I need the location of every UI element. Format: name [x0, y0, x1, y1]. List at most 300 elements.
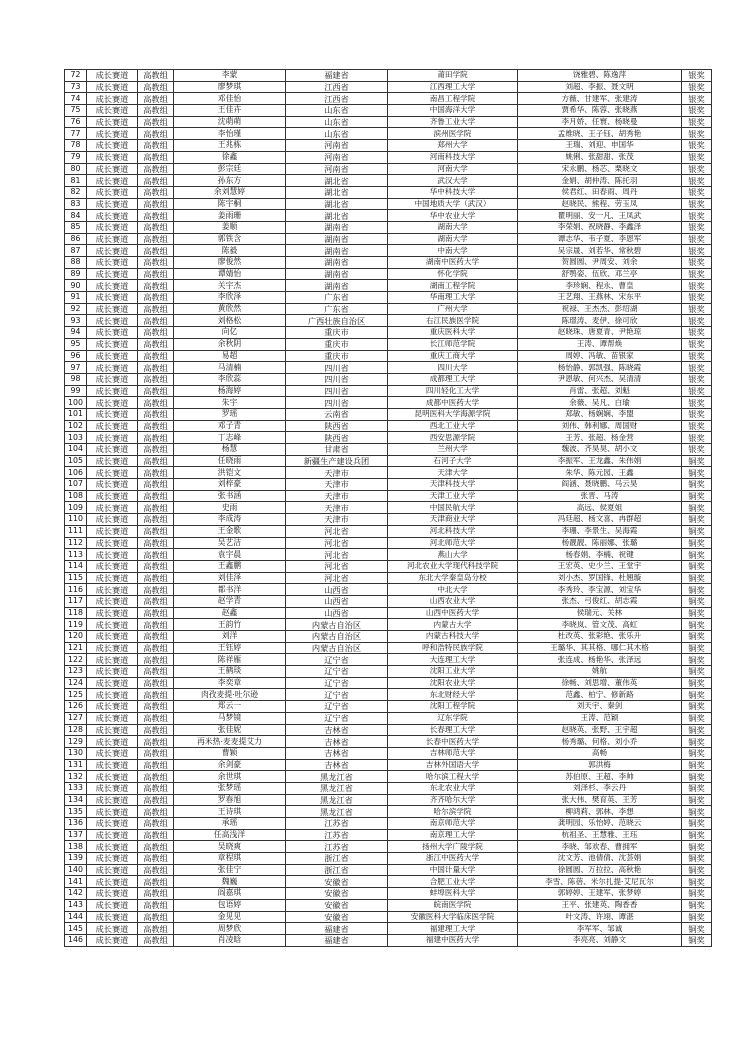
region-cell: 江苏省: [286, 818, 388, 830]
region-cell: 吉林省: [286, 724, 388, 736]
advisor-cell: 阎涵、聂晓鹏、马云昊: [518, 479, 682, 491]
region-cell: 湖北省: [286, 175, 388, 187]
row-number: 138: [65, 841, 87, 853]
table-row: [65, 864, 712, 876]
table-row: [65, 654, 712, 666]
advisor-cell: 吴宗晟、刘若华、常秋碧: [518, 245, 682, 257]
region-cell: 湖北省: [286, 186, 388, 198]
advisor-cell: 赵晓珠、唐夏青、尹艳琼: [518, 327, 682, 339]
member-cell: 史雨: [174, 502, 286, 514]
school-cell: 合肥工业大学: [388, 876, 518, 888]
track-cell: 成长赛道: [87, 479, 138, 491]
track-cell: 成长赛道: [87, 128, 138, 140]
member-cell: 廖梦琪: [174, 81, 286, 93]
row-number: 96: [65, 350, 87, 362]
member-cell: 李欣泽: [174, 292, 286, 304]
region-cell: 山东省: [286, 105, 388, 117]
region-cell: 内蒙古自治区: [286, 631, 388, 643]
table-row: [65, 455, 712, 467]
table-row: [65, 221, 712, 233]
table-row: [65, 899, 712, 911]
advisor-cell: 刘小杰、罗国锋、杜翘璇: [518, 572, 682, 584]
school-cell: 右江民族医学院: [388, 315, 518, 327]
track-cell: 成长赛道: [87, 853, 138, 865]
row-number: 107: [65, 479, 87, 491]
region-cell: 吉林省: [286, 747, 388, 759]
region-cell: 内蒙古自治区: [286, 619, 388, 631]
award-cell: 铜奖: [682, 759, 712, 771]
region-cell: 湖南省: [286, 280, 388, 292]
row-number: 88: [65, 257, 87, 269]
group-cell: 高教组: [138, 432, 174, 444]
award-cell: 银奖: [682, 303, 712, 315]
award-cell: 铜奖: [682, 806, 712, 818]
track-cell: 成长赛道: [87, 911, 138, 923]
award-table-sheet: [64, 69, 705, 947]
member-cell: 王钰婷: [174, 642, 286, 654]
award-cell: 铜奖: [682, 712, 712, 724]
award-cell: 铜奖: [682, 607, 712, 619]
school-cell: 沈阳工业大学: [388, 666, 518, 678]
table-row: [65, 128, 712, 140]
track-cell: 成长赛道: [87, 841, 138, 853]
award-cell: 铜奖: [682, 514, 712, 526]
group-cell: 高教组: [138, 677, 174, 689]
member-cell: 李成涛: [174, 514, 286, 526]
group-cell: 高教组: [138, 771, 174, 783]
table-row: [65, 794, 712, 806]
advisor-cell: 张杰、弓俊红、胡志霞: [518, 595, 682, 607]
member-cell: 肉孜麦提·吐尔逊: [174, 689, 286, 701]
row-number: 136: [65, 818, 87, 830]
award-cell: 银奖: [682, 163, 712, 175]
table-row: [65, 888, 712, 900]
school-cell: 扬州大学广陵学院: [388, 841, 518, 853]
row-number: 72: [65, 70, 87, 82]
row-number: 83: [65, 198, 87, 210]
member-cell: 廖俊然: [174, 257, 286, 269]
school-cell: 中国民航大学: [388, 502, 518, 514]
school-cell: 西北工业大学: [388, 420, 518, 432]
member-cell: 任高浅洋: [174, 829, 286, 841]
table-row: [65, 280, 712, 292]
row-number: 73: [65, 81, 87, 93]
award-cell: 铜奖: [682, 677, 712, 689]
group-cell: 高教组: [138, 654, 174, 666]
group-cell: 高教组: [138, 81, 174, 93]
group-cell: 高教组: [138, 385, 174, 397]
group-cell: 高教组: [138, 151, 174, 163]
table-row: [65, 292, 712, 304]
row-number: 133: [65, 782, 87, 794]
member-cell: 谭婧怡: [174, 268, 286, 280]
track-cell: 成长赛道: [87, 514, 138, 526]
member-cell: 张佳妮: [174, 724, 286, 736]
school-cell: 山西中医药大学: [388, 607, 518, 619]
group-cell: 高教组: [138, 140, 174, 152]
advisor-cell: 郑敏、杨娴娴、李盟: [518, 408, 682, 420]
school-cell: 中北大学: [388, 584, 518, 596]
advisor-cell: 沈文芳、池倩倩、沈荟娟: [518, 853, 682, 865]
school-cell: 湖南工程学院: [388, 280, 518, 292]
award-cell: 银奖: [682, 70, 712, 82]
member-cell: 张书涵: [174, 490, 286, 502]
member-cell: 王鹤琰: [174, 666, 286, 678]
track-cell: 成长赛道: [87, 397, 138, 409]
track-cell: 成长赛道: [87, 677, 138, 689]
row-number: 82: [65, 186, 87, 198]
track-cell: 成长赛道: [87, 420, 138, 432]
group-cell: 高教组: [138, 549, 174, 561]
advisor-cell: 张大伟、樊育英、王芳: [518, 794, 682, 806]
advisor-cell: 李珍娴、程永、曹皇: [518, 280, 682, 292]
table-row: [65, 303, 712, 315]
track-cell: 成长赛道: [87, 572, 138, 584]
track-cell: 成长赛道: [87, 245, 138, 257]
row-number: 85: [65, 221, 87, 233]
school-cell: 长春理工大学: [388, 724, 518, 736]
award-cell: 铜奖: [682, 467, 712, 479]
group-cell: 高教组: [138, 888, 174, 900]
group-cell: 高教组: [138, 736, 174, 748]
row-number: 90: [65, 280, 87, 292]
table-row: [65, 923, 712, 935]
track-cell: 成长赛道: [87, 175, 138, 187]
track-cell: 成长赛道: [87, 116, 138, 128]
row-number: 75: [65, 105, 87, 117]
row-number: 74: [65, 93, 87, 105]
row-number: 124: [65, 677, 87, 689]
group-cell: 高教组: [138, 163, 174, 175]
track-cell: 成长赛道: [87, 794, 138, 806]
advisor-cell: 饶雅碧、陈逸萍: [518, 70, 682, 82]
award-cell: 铜奖: [682, 771, 712, 783]
school-cell: 中南大学: [388, 245, 518, 257]
award-cell: 铜奖: [682, 782, 712, 794]
region-cell: 云南省: [286, 408, 388, 420]
region-cell: 内蒙古自治区: [286, 642, 388, 654]
advisor-cell: 魏波、齐昊昊、胡小文: [518, 444, 682, 456]
region-cell: 河北省: [286, 525, 388, 537]
table-row: [65, 327, 712, 339]
school-cell: 滨州医学院: [388, 128, 518, 140]
member-cell: 洪铠文: [174, 467, 286, 479]
row-number: 144: [65, 911, 87, 923]
row-number: 116: [65, 584, 87, 596]
member-cell: 姜顺: [174, 221, 286, 233]
school-cell: 广州大学: [388, 303, 518, 315]
school-cell: 大连理工大学: [388, 654, 518, 666]
track-cell: 成长赛道: [87, 549, 138, 561]
school-cell: 华中农业大学: [388, 210, 518, 222]
region-cell: 安徽省: [286, 911, 388, 923]
award-cell: 铜奖: [682, 525, 712, 537]
row-number: 118: [65, 607, 87, 619]
group-cell: 高教组: [138, 455, 174, 467]
region-cell: 辽宁省: [286, 677, 388, 689]
advisor-cell: 高远、侯夏姐: [518, 502, 682, 514]
row-number: 114: [65, 560, 87, 572]
group-cell: 高教组: [138, 724, 174, 736]
advisor-cell: 王涛、范颖: [518, 712, 682, 724]
row-number: 119: [65, 619, 87, 631]
member-cell: 都书洋: [174, 584, 286, 596]
member-cell: 章程琪: [174, 853, 286, 865]
track-cell: 成长赛道: [87, 806, 138, 818]
row-number: 103: [65, 432, 87, 444]
school-cell: 莆田学院: [388, 70, 518, 82]
group-cell: 高教组: [138, 829, 174, 841]
award-cell: 银奖: [682, 116, 712, 128]
school-cell: 成都中医药大学: [388, 397, 518, 409]
member-cell: 邓子青: [174, 420, 286, 432]
table-row: [65, 350, 712, 362]
region-cell: 山西省: [286, 584, 388, 596]
table-row: [65, 198, 712, 210]
award-cell: 铜奖: [682, 876, 712, 888]
row-number: 145: [65, 923, 87, 935]
award-cell: 铜奖: [682, 818, 712, 830]
track-cell: 成长赛道: [87, 560, 138, 572]
table-row: [65, 607, 712, 619]
school-cell: 成都理工大学: [388, 373, 518, 385]
table-row: [65, 595, 712, 607]
school-cell: 福建理工大学: [388, 923, 518, 935]
row-number: 127: [65, 712, 87, 724]
school-cell: 吉林师范大学: [388, 747, 518, 759]
track-cell: 成长赛道: [87, 268, 138, 280]
member-cell: 阎嘉琪: [174, 888, 286, 900]
track-cell: 成长赛道: [87, 70, 138, 82]
school-cell: 内蒙古科技大学: [388, 631, 518, 643]
region-cell: 天津市: [286, 514, 388, 526]
track-cell: 成长赛道: [87, 408, 138, 420]
advisor-cell: 金娟、胡仲涛、陈托羽: [518, 175, 682, 187]
group-cell: 高教组: [138, 292, 174, 304]
table-row: [65, 747, 712, 759]
school-cell: 天津大学: [388, 467, 518, 479]
table-row: [65, 934, 712, 946]
member-cell: 袁宇晨: [174, 549, 286, 561]
table-row: [65, 841, 712, 853]
track-cell: 成长赛道: [87, 525, 138, 537]
member-cell: 李蒙: [174, 70, 286, 82]
row-number: 91: [65, 292, 87, 304]
group-cell: 高教组: [138, 923, 174, 935]
member-cell: 再米热·麦麦提艾力: [174, 736, 286, 748]
member-cell: 易超: [174, 350, 286, 362]
advisor-cell: 高畅: [518, 747, 682, 759]
member-cell: 马梦镜: [174, 712, 286, 724]
track-cell: 成长赛道: [87, 607, 138, 619]
track-cell: 成长赛道: [87, 747, 138, 759]
row-number: 117: [65, 595, 87, 607]
table-row: [65, 245, 712, 257]
school-cell: 河南大学: [388, 163, 518, 175]
member-cell: 马清楠: [174, 362, 286, 374]
row-number: 126: [65, 701, 87, 713]
member-cell: 刘格松: [174, 315, 286, 327]
region-cell: 天津市: [286, 502, 388, 514]
school-cell: 吉林外国语大学: [388, 759, 518, 771]
group-cell: 高教组: [138, 490, 174, 502]
track-cell: 成长赛道: [87, 81, 138, 93]
table-row: [65, 444, 712, 456]
region-cell: 辽宁省: [286, 689, 388, 701]
advisor-cell: 赵晓英、张野、王宇超: [518, 724, 682, 736]
award-cell: 铜奖: [682, 584, 712, 596]
member-cell: 金见见: [174, 911, 286, 923]
group-cell: 高教组: [138, 607, 174, 619]
school-cell: 浙江中医药大学: [388, 853, 518, 865]
region-cell: 吉林省: [286, 759, 388, 771]
table-row: [65, 759, 712, 771]
advisor-cell: 王璐华、其其格、哪仁其木格: [518, 642, 682, 654]
member-cell: 陈宇桐: [174, 198, 286, 210]
award-cell: 银奖: [682, 81, 712, 93]
table-row: [65, 467, 712, 479]
member-cell: 李奕章: [174, 677, 286, 689]
advisor-cell: 李晓岚、管文茂、高虹: [518, 619, 682, 631]
member-cell: 吴晓爽: [174, 841, 286, 853]
track-cell: 成长赛道: [87, 923, 138, 935]
advisor-cell: 侯君红、田春雨、周丹: [518, 186, 682, 198]
school-cell: 华中科技大学: [388, 186, 518, 198]
group-cell: 高教组: [138, 712, 174, 724]
advisor-cell: 杨秀璐、何格、刘小乔: [518, 736, 682, 748]
award-cell: 银奖: [682, 175, 712, 187]
member-cell: 徐鑫: [174, 151, 286, 163]
member-cell: 罗瑶: [174, 408, 286, 420]
award-cell: 铜奖: [682, 572, 712, 584]
group-cell: 高教组: [138, 362, 174, 374]
advisor-cell: 冯廷超、杨文喜、冉群超: [518, 514, 682, 526]
track-cell: 成长赛道: [87, 619, 138, 631]
group-cell: 高教组: [138, 806, 174, 818]
table-row: [65, 432, 712, 444]
group-cell: 高教组: [138, 467, 174, 479]
school-cell: 武汉大学: [388, 175, 518, 187]
table-row: [65, 385, 712, 397]
group-cell: 高教组: [138, 175, 174, 187]
table-row: [65, 514, 712, 526]
track-cell: 成长赛道: [87, 140, 138, 152]
row-number: 105: [65, 455, 87, 467]
track-cell: 成长赛道: [87, 93, 138, 105]
track-cell: 成长赛道: [87, 432, 138, 444]
row-number: 87: [65, 245, 87, 257]
row-number: 92: [65, 303, 87, 315]
advisor-cell: 方薇、甘建军、张建涛: [518, 93, 682, 105]
row-number: 130: [65, 747, 87, 759]
track-cell: 成长赛道: [87, 829, 138, 841]
school-cell: 石河子大学: [388, 455, 518, 467]
award-cell: 铜奖: [682, 736, 712, 748]
row-number: 97: [65, 362, 87, 374]
track-cell: 成长赛道: [87, 934, 138, 946]
advisor-cell: 杨怡静、郭凯强、陈晓霞: [518, 362, 682, 374]
advisor-cell: 祝禄、王杰杰、彭绍湖: [518, 303, 682, 315]
region-cell: 广东省: [286, 303, 388, 315]
track-cell: 成长赛道: [87, 736, 138, 748]
school-cell: 中国计量大学: [388, 864, 518, 876]
region-cell: 天津市: [286, 490, 388, 502]
award-cell: 银奖: [682, 362, 712, 374]
table-row: [65, 631, 712, 643]
region-cell: 山东省: [286, 116, 388, 128]
region-cell: 甘肃省: [286, 444, 388, 456]
school-cell: 南京理工大学: [388, 829, 518, 841]
advisor-cell: 杨靓靓、陈丽娜、张璐: [518, 537, 682, 549]
region-cell: 湖北省: [286, 210, 388, 222]
region-cell: 辽宁省: [286, 701, 388, 713]
row-number: 122: [65, 654, 87, 666]
table-row: [65, 712, 712, 724]
award-cell: 铜奖: [682, 666, 712, 678]
table-row: [65, 549, 712, 561]
group-cell: 高教组: [138, 303, 174, 315]
row-number: 84: [65, 210, 87, 222]
row-number: 146: [65, 934, 87, 946]
school-cell: 东北财经大学: [388, 689, 518, 701]
award-cell: 铜奖: [682, 537, 712, 549]
advisor-cell: 姚俐、张甜甜、张茂: [518, 151, 682, 163]
group-cell: 高教组: [138, 794, 174, 806]
row-number: 121: [65, 642, 87, 654]
award-cell: 铜奖: [682, 853, 712, 865]
region-cell: 湖南省: [286, 245, 388, 257]
award-cell: 铜奖: [682, 642, 712, 654]
region-cell: 新疆生产建设兵团: [286, 455, 388, 467]
school-cell: 内蒙古大学: [388, 619, 518, 631]
row-number: 110: [65, 514, 87, 526]
school-cell: 沈阳农业大学: [388, 677, 518, 689]
advisor-cell: 李军军、邹诚: [518, 923, 682, 935]
region-cell: 黑龙江省: [286, 806, 388, 818]
track-cell: 成长赛道: [87, 712, 138, 724]
row-number: 143: [65, 899, 87, 911]
row-number: 93: [65, 315, 87, 327]
member-cell: 吴艺洁: [174, 537, 286, 549]
group-cell: 高教组: [138, 116, 174, 128]
school-cell: 东北大学秦皇岛分校: [388, 572, 518, 584]
award-cell: 银奖: [682, 420, 712, 432]
advisor-cell: 叶文涛、许翊、谭湛: [518, 911, 682, 923]
school-cell: 山西农业大学: [388, 595, 518, 607]
advisor-cell: 贾希华、陈蓉、张晓燕: [518, 105, 682, 117]
region-cell: 河北省: [286, 572, 388, 584]
member-cell: 郑云一: [174, 701, 286, 713]
member-cell: 张梦瑶: [174, 782, 286, 794]
advisor-cell: 张连成、杨艳华、张泽远: [518, 654, 682, 666]
group-cell: 高教组: [138, 560, 174, 572]
table-row: [65, 689, 712, 701]
track-cell: 成长赛道: [87, 502, 138, 514]
advisor-cell: 朱华、陈元园、王鑫: [518, 467, 682, 479]
school-cell: 四川大学: [388, 362, 518, 374]
member-cell: 彭宗廷: [174, 163, 286, 175]
group-cell: 高教组: [138, 701, 174, 713]
group-cell: 高教组: [138, 876, 174, 888]
track-cell: 成长赛道: [87, 221, 138, 233]
advisor-cell: 杭祖圣、王慧雅、王珏: [518, 829, 682, 841]
advisor-cell: 王宏英、史少兰、王堂宇: [518, 560, 682, 572]
award-cell: 铜奖: [682, 829, 712, 841]
award-cell: 铜奖: [682, 455, 712, 467]
advisor-cell: 侯瑞元、关林: [518, 607, 682, 619]
row-number: 86: [65, 233, 87, 245]
award-cell: 铜奖: [682, 701, 712, 713]
